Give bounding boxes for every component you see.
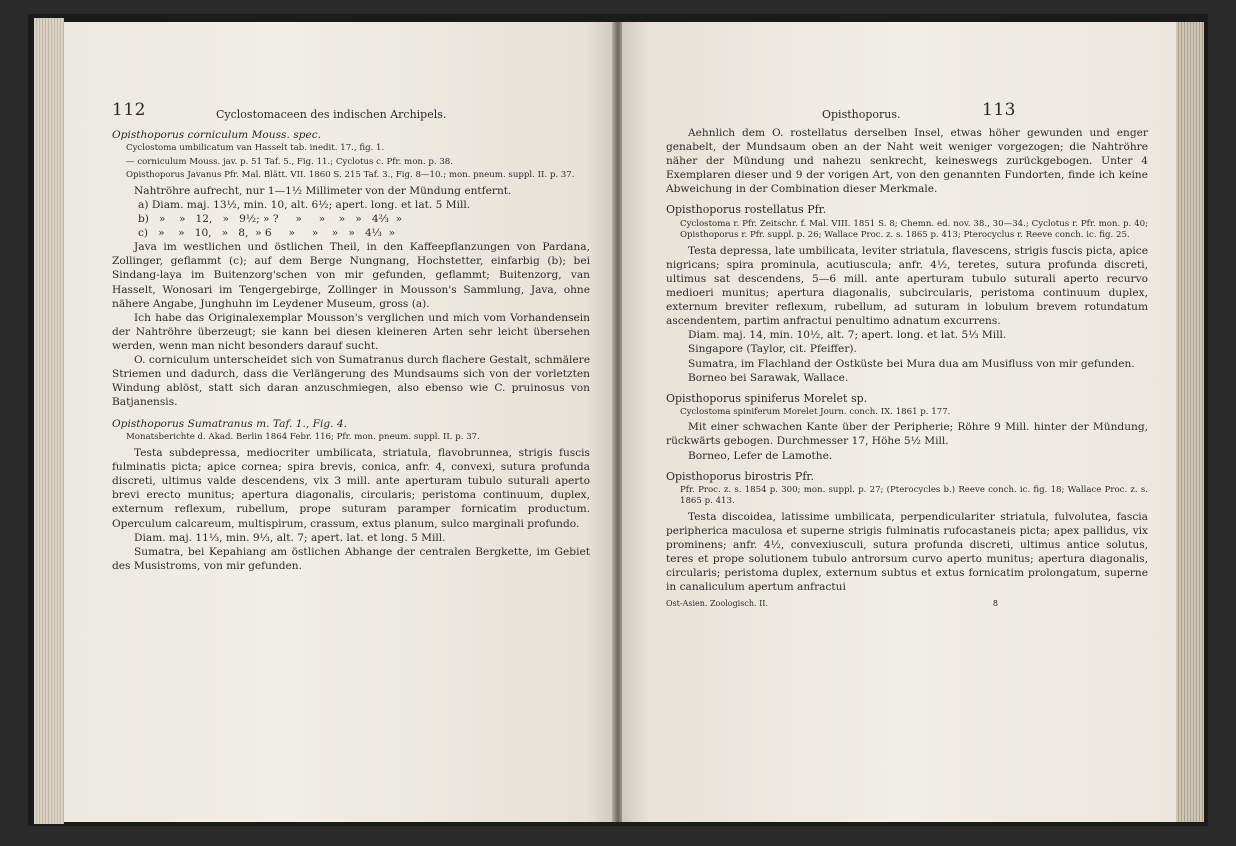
paragraph: Diam. maj. 11⅓, min. 9⅓, alt. 7; apert. lat. et long. 5 Mill. <box>134 531 446 544</box>
paragraph: Borneo, Lefer de Lamothe. <box>688 449 833 462</box>
footer-sheet-number: 8 <box>992 598 998 608</box>
paragraph: Nahtröhre aufrecht, nur 1—1½ Millimeter von der Mündung entfernt. <box>134 184 512 197</box>
measurement-line: c) » » 10, » 8, » 6 » » » » 4⅓ » <box>138 227 396 240</box>
species-heading: Opisthoporus rostellatus Pfr. <box>666 203 827 217</box>
paragraph: Testa subdepressa, mediocriter umbilicata, striatula, flavobrunnea, strigis fuscis fulminatis picta; apice cornea; spira brevis, conica, anfr. 4, convexi, sutura profunda discreti, ultimus valde descendens, vix 3 mill. ante aperturam tubulo suturali aperto brevi erecto munitus; apertura diagonalis, circularis; peristoma continuum, duplex, externum reflexum, rubellum, prope suturam paramper fornicatim productum. Operculum calcareum, multispirum, crassum, extus planum, sulco marginali profundo. <box>112 447 590 530</box>
reference: Pfr. Proc. z. s. 1854 p. 300; mon. suppl. p. 27; (Pterocycles b.) Reeve conch. ic. fig. 18; Wallace Proc. z. s. 1865 p. 413. <box>680 484 1148 507</box>
species-heading: Opisthoporus corniculum Mouss. spec. <box>112 129 322 141</box>
paragraph: Testa depressa, late umbilicata, leviter striatula, flavescens, strigis fuscis picta, apice nigricans; spira prominula, acutiuscula; anfr. 4½, teretes, sutura profunda discreti, ultimus sat descendens, 5—6 mill. ante aperturam tubulo suturali aperto recurvo medioeri munitus; apertura diagonalis, subcircularis, peristoma continuum duplex, externum breviter reflexum, rubellum, ad suturam in lobulum brevem rotundatum ascendentem, partim anfractui penultimo adnatum excurrens. <box>666 244 1148 328</box>
paragraph: Java im westlichen und östlichen Theil, in den Kaffeepflanzungen von Pardana, Zollinger, geflammt (c); auf dem Berge Nungnang, Hochstetter, einfarbig (b); bei Sindang-laya im Buitenzorg'schen von mir gefunden, geflammt; Buitenzorg, van Hasselt, Wonosari im Tengergebirge, Zollinger in Mousson's Sammlung, Java, ohne nähere Angabe, Junghuhn im Leydener Museum, gross (a). <box>112 241 590 310</box>
left-page-body <box>112 126 590 573</box>
measurement-line: b) » » 12, » 9½; » ? » » » » 4⅔ » <box>138 213 403 226</box>
page-footer <box>666 597 1148 611</box>
paragraph: Ich habe das Originalexemplar Mousson's verglichen und mich vom Vorhandensein der Nahtröhre überzeugt; sie kann bei diesen kleineren Arten sehr leicht übersehen werden, wenn man nicht besonders darauf sucht. <box>112 311 590 352</box>
right-page-body <box>666 126 1148 611</box>
paragraph: Singapore (Taylor, cit. Pfeiffer). <box>688 343 857 356</box>
right-running-head: Opisthoporus. <box>822 108 901 121</box>
paragraph: Mit einer schwachen Kante über der Peripherie; Röhre 9 Mill. hinter der Mündung, rückwärts gebogen. Durchmesser 17, Höhe 5½ Mill. <box>666 421 1148 448</box>
paragraph: O. corniculum unterscheidet sich von Sumatranus durch flachere Gestalt, schmälere Striemen und dadurch, dass die Verlängerung des Mundsaums sich von der vorletzten Windung ablöst, statt sich daran anzuschmiegen, also ebenso wie C. pruinosus von Batjanensis. <box>112 354 590 409</box>
footer-signature: Ost-Asien. Zoologisch. II. <box>666 598 768 608</box>
paragraph: Sumatra, bei Kepahiang am östlichen Abhange der centralen Bergkette, im Gebiet des Musistroms, von mir gefunden. <box>112 545 590 572</box>
reference: Cyclostoma r. Pfr. Zeitschr. f. Mal. VIII. 1851 S. 8; Chemn. ed. nov. 38., 30—34.; Cyclotus r. Pfr. mon. p. 40; Opisthoporus r. Pfr. suppl. p. 26; Wallace Proc. z. s. 1865 p. 413; Pterocyclus r. Reeve conch. ic. fig. 25. <box>680 218 1148 241</box>
measurement-line: a) Diam. maj. 13½, min. 10, alt. 6½; apert. long. et lat. 5 Mill. <box>138 198 471 211</box>
species-heading: Opisthoporus spiniferus Morelet sp. <box>666 391 868 405</box>
species-heading: Opisthoporus Sumatranus m. Taf. 1., Fig. 4. <box>112 418 347 431</box>
left-running-head: Cyclostomaceen des indischen Archipels. <box>216 108 447 121</box>
paragraph: Diam. maj. 14, min. 10½, alt. 7; apert. long. et lat. 5⅓ Mill. <box>688 329 1007 342</box>
reference: Opisthoporus Javanus Pfr. Mal. Blätt. VII. 1860 S. 215 Taf. 3., Fig. 8—10.; mon. pneum. suppl. II. p. 37. <box>126 170 575 181</box>
reference: Cyclostoma spiniferum Morelet Journ. conch. IX. 1861 p. 177. <box>680 406 951 417</box>
reference: Cyclostoma umbilicatum van Hasselt tab. inedit. 17., fig. 1. <box>126 143 385 154</box>
left-page <box>64 22 614 822</box>
paragraph: Aehnlich dem O. rostellatus derselben Insel, etwas höher gewunden und enger genabelt, der Mundsaum oben an der Naht weit weniger vorgezogen; die Nahtröhre näher der Mündung und nahezu senkrecht, keineswegs zurückgebogen. Unter 4 Exemplaren dieser und 9 der vorigen Art, von den genannten Fundorten, finde ich keine Abweichung in der Combination dieser Merkmale. <box>666 127 1148 196</box>
right-page-edges <box>1176 22 1204 822</box>
reference: Monatsberichte d. Akad. Berlin 1864 Febr. 116; Pfr. mon. pneum. suppl. II. p. 37. <box>126 432 480 443</box>
left-page-number: 112 <box>112 100 146 120</box>
reference: — corniculum Mouss. jav. p. 51 Taf. 5., Fig. 11.; Cyclotus c. Pfr. mon. p. 38. <box>126 156 453 167</box>
paragraph: Borneo bei Sarawak, Wallace. <box>688 371 849 384</box>
species-heading: Opisthoporus birostris Pfr. <box>666 469 814 483</box>
paragraph: Testa discoidea, latissime umbilicata, perpendiculariter striatula, fulvolutea, fascia peripherica maculosa et superne strigis fulminatis rufocastaneis picta; apex pallidus, vix prominens; anfr. 4½, convexiusculi, sutura profunda discreti, ultimus antice solutus, teres et prope solutionem tubulo antrorsum curvo aperto munitus; apertura diagonalis, circularis; peristoma duplex, externum subtus et extus fornicatim prolongatum, superne in canaliculum apertum anfractui <box>666 510 1148 594</box>
right-page <box>622 22 1176 822</box>
paragraph: Sumatra, im Flachland der Ostküste bei Mura dua am Musifluss von mir gefunden. <box>688 357 1135 370</box>
left-page-edges <box>34 18 64 824</box>
right-page-number: 113 <box>982 100 1016 120</box>
